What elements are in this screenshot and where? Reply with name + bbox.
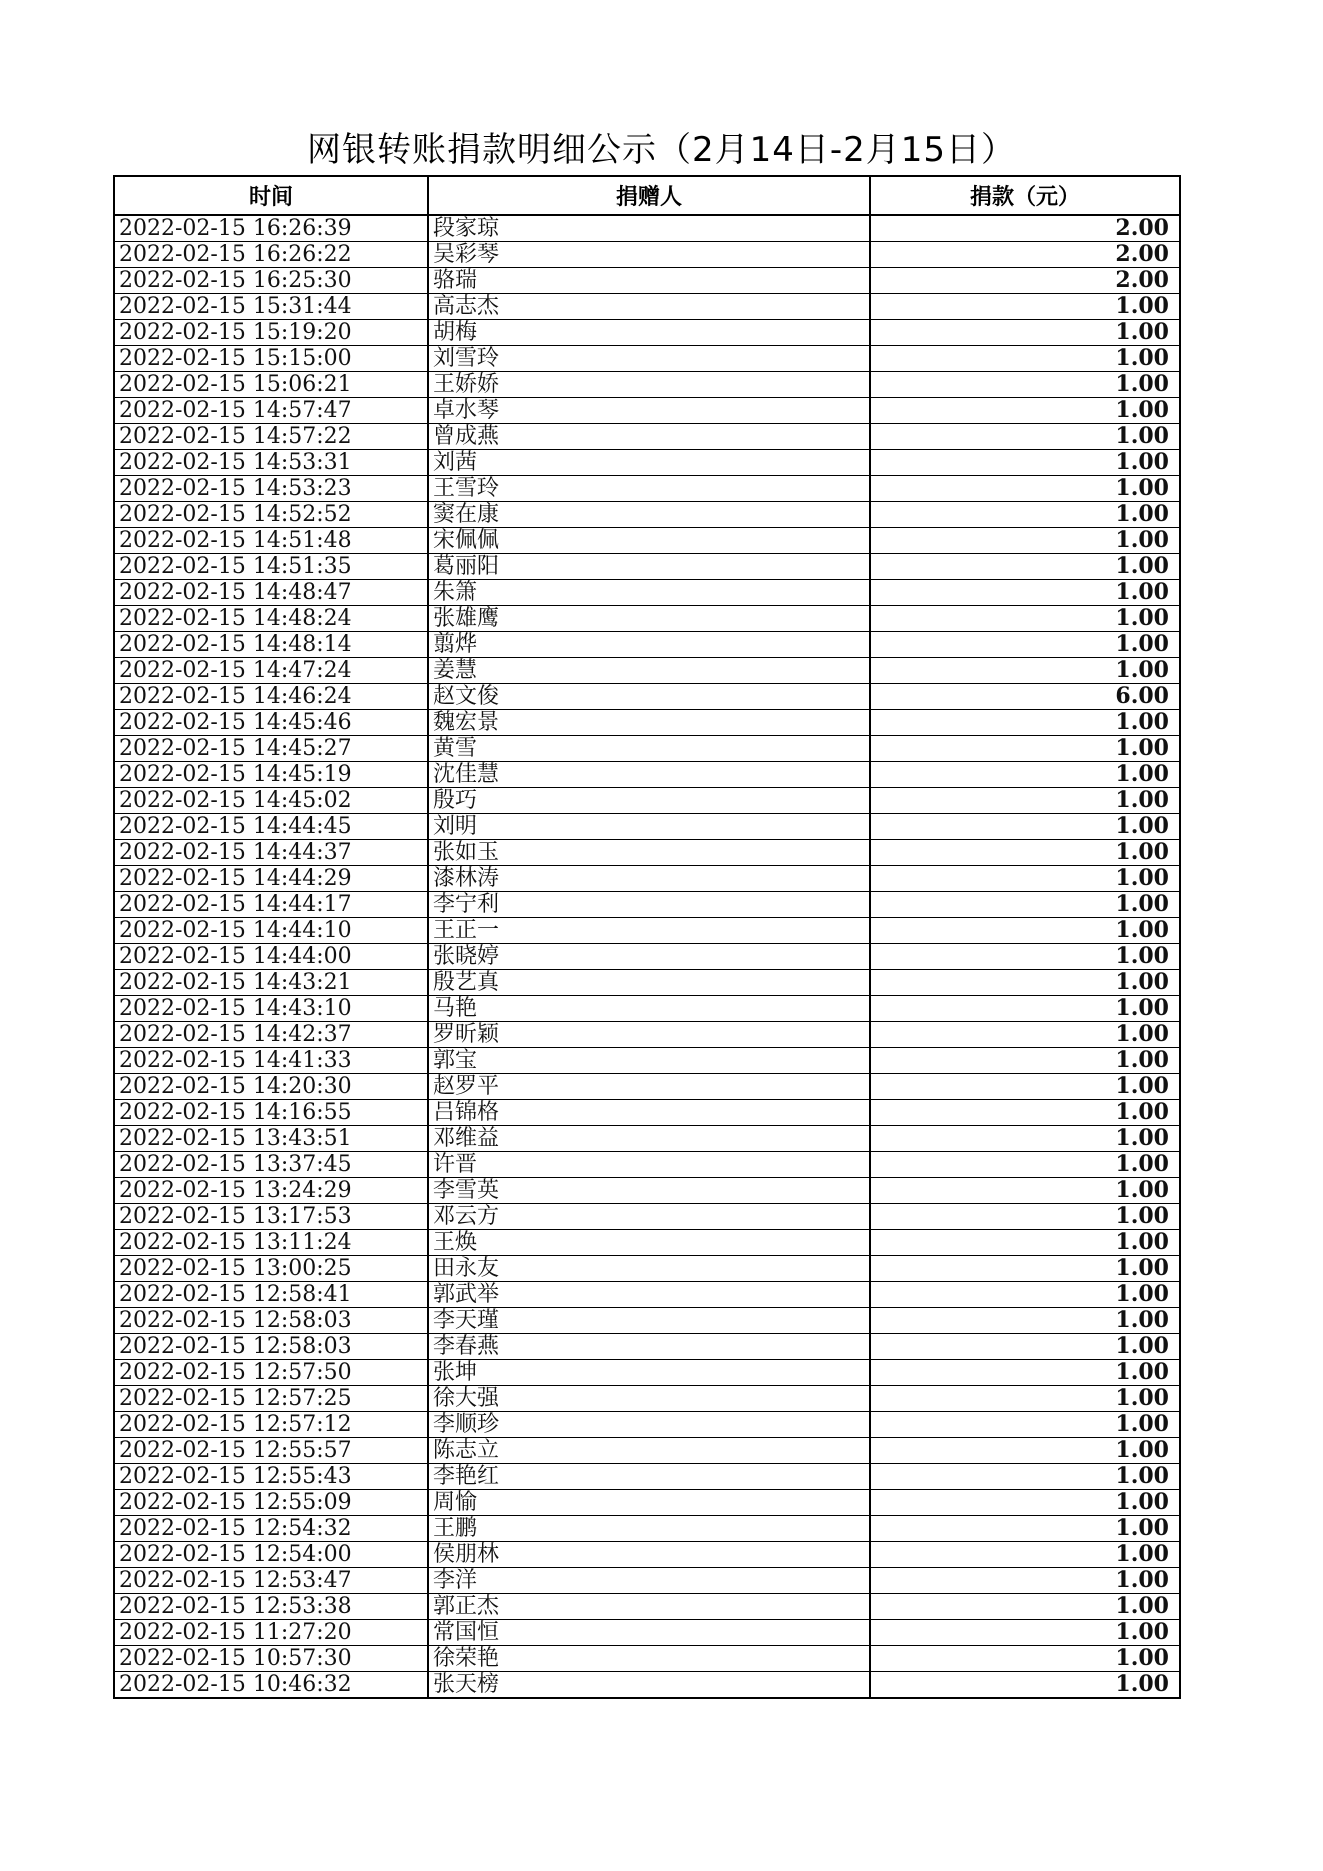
table-row: [114, 320, 1180, 346]
cell-amount: 1.00: [870, 1464, 1180, 1490]
table-header-row: [114, 176, 1180, 215]
cell-donor: 骆瑞: [428, 268, 870, 294]
cell-time: 2022-02-15 16:26:22: [114, 242, 428, 268]
cell-donor: 田永友: [428, 1256, 870, 1282]
cell-amount: 1.00: [870, 1438, 1180, 1464]
table-row: [114, 554, 1180, 580]
table-row: [114, 1672, 1180, 1699]
cell-donor: 徐荣艳: [428, 1646, 870, 1672]
cell-amount: 1.00: [870, 1308, 1180, 1334]
cell-amount: 1.00: [870, 1620, 1180, 1646]
table-row: [114, 1516, 1180, 1542]
cell-donor: 徐大强: [428, 1386, 870, 1412]
table-row: [114, 1386, 1180, 1412]
cell-donor: 刘茜: [428, 450, 870, 476]
cell-donor: 姜慧: [428, 658, 870, 684]
cell-donor: 窦在康: [428, 502, 870, 528]
cell-time: 2022-02-15 13:00:25: [114, 1256, 428, 1282]
cell-time: 2022-02-15 12:53:47: [114, 1568, 428, 1594]
cell-donor: 王焕: [428, 1230, 870, 1256]
cell-donor: 吴彩琴: [428, 242, 870, 268]
cell-donor: 翦烨: [428, 632, 870, 658]
cell-time: 2022-02-15 12:58:03: [114, 1334, 428, 1360]
table-row: [114, 866, 1180, 892]
table-row: [114, 1100, 1180, 1126]
header-time: 时间: [114, 176, 428, 215]
table-row: [114, 658, 1180, 684]
cell-amount: 1.00: [870, 1672, 1180, 1699]
header-donor: 捐赠人: [428, 176, 870, 215]
cell-time: 2022-02-15 12:55:09: [114, 1490, 428, 1516]
cell-donor: 侯朋林: [428, 1542, 870, 1568]
cell-amount: 1.00: [870, 554, 1180, 580]
cell-donor: 朱箫: [428, 580, 870, 606]
cell-amount: 1.00: [870, 892, 1180, 918]
cell-donor: 卓水琴: [428, 398, 870, 424]
table-row: [114, 944, 1180, 970]
cell-time: 2022-02-15 14:44:37: [114, 840, 428, 866]
table-row: [114, 1412, 1180, 1438]
table-row: [114, 1438, 1180, 1464]
cell-time: 2022-02-15 16:25:30: [114, 268, 428, 294]
table-row: [114, 1490, 1180, 1516]
cell-amount: 1.00: [870, 476, 1180, 502]
cell-donor: 刘雪玲: [428, 346, 870, 372]
cell-amount: 1.00: [870, 606, 1180, 632]
cell-amount: 1.00: [870, 294, 1180, 320]
cell-donor: 段家琼: [428, 215, 870, 242]
cell-amount: 1.00: [870, 1126, 1180, 1152]
cell-amount: 1.00: [870, 1360, 1180, 1386]
cell-donor: 高志杰: [428, 294, 870, 320]
cell-donor: 李雪英: [428, 1178, 870, 1204]
cell-amount: 1.00: [870, 1204, 1180, 1230]
cell-donor: 赵罗平: [428, 1074, 870, 1100]
cell-amount: 1.00: [870, 1048, 1180, 1074]
cell-time: 2022-02-15 14:52:52: [114, 502, 428, 528]
cell-donor: 王鹏: [428, 1516, 870, 1542]
cell-donor: 邓云方: [428, 1204, 870, 1230]
cell-time: 2022-02-15 14:44:10: [114, 918, 428, 944]
table-row: [114, 1464, 1180, 1490]
table-row: [114, 1282, 1180, 1308]
cell-amount: 1.00: [870, 450, 1180, 476]
table-row: [114, 294, 1180, 320]
cell-donor: 赵文俊: [428, 684, 870, 710]
cell-time: 2022-02-15 15:19:20: [114, 320, 428, 346]
cell-donor: 邓维益: [428, 1126, 870, 1152]
table-row: [114, 372, 1180, 398]
cell-amount: 1.00: [870, 866, 1180, 892]
donation-table: [113, 175, 1181, 1699]
cell-time: 2022-02-15 14:44:17: [114, 892, 428, 918]
cell-amount: 1.00: [870, 814, 1180, 840]
cell-donor: 殷艺真: [428, 970, 870, 996]
table-row: [114, 1204, 1180, 1230]
cell-time: 2022-02-15 12:57:50: [114, 1360, 428, 1386]
table-row: [114, 736, 1180, 762]
cell-amount: 1.00: [870, 1490, 1180, 1516]
cell-donor: 张雄鹰: [428, 606, 870, 632]
table-row: [114, 762, 1180, 788]
cell-donor: 魏宏景: [428, 710, 870, 736]
table-row: [114, 502, 1180, 528]
cell-donor: 黄雪: [428, 736, 870, 762]
cell-time: 2022-02-15 14:44:45: [114, 814, 428, 840]
cell-time: 2022-02-15 10:46:32: [114, 1672, 428, 1699]
table-row: [114, 1230, 1180, 1256]
cell-time: 2022-02-15 12:57:25: [114, 1386, 428, 1412]
cell-donor: 王娇娇: [428, 372, 870, 398]
cell-time: 2022-02-15 14:48:24: [114, 606, 428, 632]
table-row: [114, 788, 1180, 814]
cell-amount: 1.00: [870, 1178, 1180, 1204]
cell-donor: 陈志立: [428, 1438, 870, 1464]
cell-amount: 1.00: [870, 1516, 1180, 1542]
cell-time: 2022-02-15 14:53:23: [114, 476, 428, 502]
cell-donor: 王正一: [428, 918, 870, 944]
cell-time: 2022-02-15 16:26:39: [114, 215, 428, 242]
cell-time: 2022-02-15 12:55:43: [114, 1464, 428, 1490]
cell-amount: 1.00: [870, 1334, 1180, 1360]
cell-time: 2022-02-15 12:58:03: [114, 1308, 428, 1334]
cell-donor: 李艳红: [428, 1464, 870, 1490]
table-row: [114, 476, 1180, 502]
cell-donor: 宋佩佩: [428, 528, 870, 554]
cell-amount: 1.00: [870, 710, 1180, 736]
cell-time: 2022-02-15 14:16:55: [114, 1100, 428, 1126]
cell-donor: 常国恒: [428, 1620, 870, 1646]
cell-donor: 葛丽阳: [428, 554, 870, 580]
cell-time: 2022-02-15 14:45:46: [114, 710, 428, 736]
table-row: [114, 424, 1180, 450]
cell-amount: 1.00: [870, 320, 1180, 346]
cell-amount: 1.00: [870, 1412, 1180, 1438]
table-row: [114, 632, 1180, 658]
table-row: [114, 918, 1180, 944]
cell-donor: 漆林涛: [428, 866, 870, 892]
cell-donor: 张坤: [428, 1360, 870, 1386]
table-row: [114, 1308, 1180, 1334]
table-row: [114, 710, 1180, 736]
cell-time: 2022-02-15 14:57:47: [114, 398, 428, 424]
cell-time: 2022-02-15 10:57:30: [114, 1646, 428, 1672]
cell-time: 2022-02-15 14:43:10: [114, 996, 428, 1022]
cell-donor: 刘明: [428, 814, 870, 840]
table-row: [114, 268, 1180, 294]
cell-donor: 罗昕颖: [428, 1022, 870, 1048]
cell-donor: 李宁利: [428, 892, 870, 918]
cell-amount: 1.00: [870, 918, 1180, 944]
cell-time: 2022-02-15 13:37:45: [114, 1152, 428, 1178]
cell-time: 2022-02-15 12:57:12: [114, 1412, 428, 1438]
table-row: [114, 346, 1180, 372]
cell-time: 2022-02-15 14:53:31: [114, 450, 428, 476]
cell-donor: 郭宝: [428, 1048, 870, 1074]
cell-amount: 1.00: [870, 346, 1180, 372]
table-row: [114, 684, 1180, 710]
cell-time: 2022-02-15 14:20:30: [114, 1074, 428, 1100]
table-row: [114, 996, 1180, 1022]
cell-amount: 1.00: [870, 788, 1180, 814]
table-row: [114, 1568, 1180, 1594]
page-title: 网银转账捐款明细公示（2月14日-2月15日）: [306, 130, 1017, 170]
cell-time: 2022-02-15 14:48:14: [114, 632, 428, 658]
cell-amount: 1.00: [870, 580, 1180, 606]
table-row: [114, 1334, 1180, 1360]
cell-donor: 周愉: [428, 1490, 870, 1516]
cell-donor: 李顺珍: [428, 1412, 870, 1438]
table-row: [114, 1256, 1180, 1282]
cell-time: 2022-02-15 14:44:29: [114, 866, 428, 892]
table-row: [114, 1178, 1180, 1204]
table-row: [114, 1360, 1180, 1386]
cell-donor: 马艳: [428, 996, 870, 1022]
table-row: [114, 606, 1180, 632]
cell-time: 2022-02-15 12:58:41: [114, 1282, 428, 1308]
cell-amount: 1.00: [870, 1152, 1180, 1178]
cell-time: 2022-02-15 15:15:00: [114, 346, 428, 372]
cell-donor: 李春燕: [428, 1334, 870, 1360]
cell-amount: 2.00: [870, 268, 1180, 294]
cell-donor: 吕锦格: [428, 1100, 870, 1126]
cell-amount: 1.00: [870, 1568, 1180, 1594]
cell-donor: 张如玉: [428, 840, 870, 866]
cell-time: 2022-02-15 14:45:02: [114, 788, 428, 814]
cell-donor: 李天瑾: [428, 1308, 870, 1334]
cell-amount: 1.00: [870, 372, 1180, 398]
cell-time: 2022-02-15 14:48:47: [114, 580, 428, 606]
cell-amount: 1.00: [870, 1100, 1180, 1126]
cell-amount: 1.00: [870, 736, 1180, 762]
cell-time: 2022-02-15 13:17:53: [114, 1204, 428, 1230]
cell-time: 2022-02-15 12:55:57: [114, 1438, 428, 1464]
cell-time: 2022-02-15 11:27:20: [114, 1620, 428, 1646]
cell-time: 2022-02-15 12:54:32: [114, 1516, 428, 1542]
cell-amount: 1.00: [870, 1594, 1180, 1620]
table-row: [114, 398, 1180, 424]
table-row: [114, 215, 1180, 242]
cell-donor: 殷巧: [428, 788, 870, 814]
cell-time: 2022-02-15 14:44:00: [114, 944, 428, 970]
cell-donor: 曾成燕: [428, 424, 870, 450]
cell-amount: 1.00: [870, 1230, 1180, 1256]
cell-time: 2022-02-15 13:43:51: [114, 1126, 428, 1152]
cell-amount: 1.00: [870, 424, 1180, 450]
table-row: [114, 1074, 1180, 1100]
cell-amount: 1.00: [870, 944, 1180, 970]
table-row: [114, 242, 1180, 268]
table-row: [114, 1594, 1180, 1620]
table-row: [114, 1646, 1180, 1672]
table-row: [114, 1126, 1180, 1152]
cell-amount: 1.00: [870, 1282, 1180, 1308]
table-body: [114, 215, 1180, 1698]
table-row: [114, 892, 1180, 918]
cell-donor: 张晓婷: [428, 944, 870, 970]
cell-amount: 1.00: [870, 840, 1180, 866]
cell-amount: 1.00: [870, 1386, 1180, 1412]
cell-time: 2022-02-15 13:11:24: [114, 1230, 428, 1256]
cell-amount: 1.00: [870, 398, 1180, 424]
cell-donor: 郭正杰: [428, 1594, 870, 1620]
cell-time: 2022-02-15 14:51:35: [114, 554, 428, 580]
table-row: [114, 1542, 1180, 1568]
table-row: [114, 1152, 1180, 1178]
cell-time: 2022-02-15 14:51:48: [114, 528, 428, 554]
cell-amount: 1.00: [870, 996, 1180, 1022]
cell-time: 2022-02-15 14:45:19: [114, 762, 428, 788]
cell-amount: 1.00: [870, 1022, 1180, 1048]
cell-amount: 1.00: [870, 1074, 1180, 1100]
cell-amount: 1.00: [870, 1646, 1180, 1672]
cell-amount: 1.00: [870, 502, 1180, 528]
cell-donor: 沈佳慧: [428, 762, 870, 788]
cell-amount: 1.00: [870, 658, 1180, 684]
table-row: [114, 1048, 1180, 1074]
cell-amount: 2.00: [870, 242, 1180, 268]
table-row: [114, 814, 1180, 840]
cell-donor: 张天榜: [428, 1672, 870, 1699]
cell-donor: 胡梅: [428, 320, 870, 346]
cell-time: 2022-02-15 13:24:29: [114, 1178, 428, 1204]
cell-donor: 王雪玲: [428, 476, 870, 502]
cell-donor: 许晋: [428, 1152, 870, 1178]
cell-time: 2022-02-15 14:45:27: [114, 736, 428, 762]
table-row: [114, 580, 1180, 606]
cell-time: 2022-02-15 14:57:22: [114, 424, 428, 450]
cell-donor: 李洋: [428, 1568, 870, 1594]
cell-time: 2022-02-15 14:46:24: [114, 684, 428, 710]
cell-time: 2022-02-15 12:53:38: [114, 1594, 428, 1620]
cell-amount: 1.00: [870, 632, 1180, 658]
cell-time: 2022-02-15 15:31:44: [114, 294, 428, 320]
cell-amount: 6.00: [870, 684, 1180, 710]
cell-amount: 1.00: [870, 528, 1180, 554]
cell-amount: 1.00: [870, 970, 1180, 996]
cell-time: 2022-02-15 14:47:24: [114, 658, 428, 684]
cell-time: 2022-02-15 14:42:37: [114, 1022, 428, 1048]
cell-time: 2022-02-15 15:06:21: [114, 372, 428, 398]
table-row: [114, 840, 1180, 866]
table-row: [114, 528, 1180, 554]
cell-time: 2022-02-15 12:54:00: [114, 1542, 428, 1568]
cell-amount: 2.00: [870, 215, 1180, 242]
table-row: [114, 1620, 1180, 1646]
table-row: [114, 970, 1180, 996]
header-amount: 捐款（元）: [870, 176, 1180, 215]
cell-time: 2022-02-15 14:41:33: [114, 1048, 428, 1074]
cell-amount: 1.00: [870, 1542, 1180, 1568]
cell-donor: 郭武举: [428, 1282, 870, 1308]
cell-amount: 1.00: [870, 1256, 1180, 1282]
cell-amount: 1.00: [870, 762, 1180, 788]
table-row: [114, 450, 1180, 476]
table-row: [114, 1022, 1180, 1048]
cell-time: 2022-02-15 14:43:21: [114, 970, 428, 996]
